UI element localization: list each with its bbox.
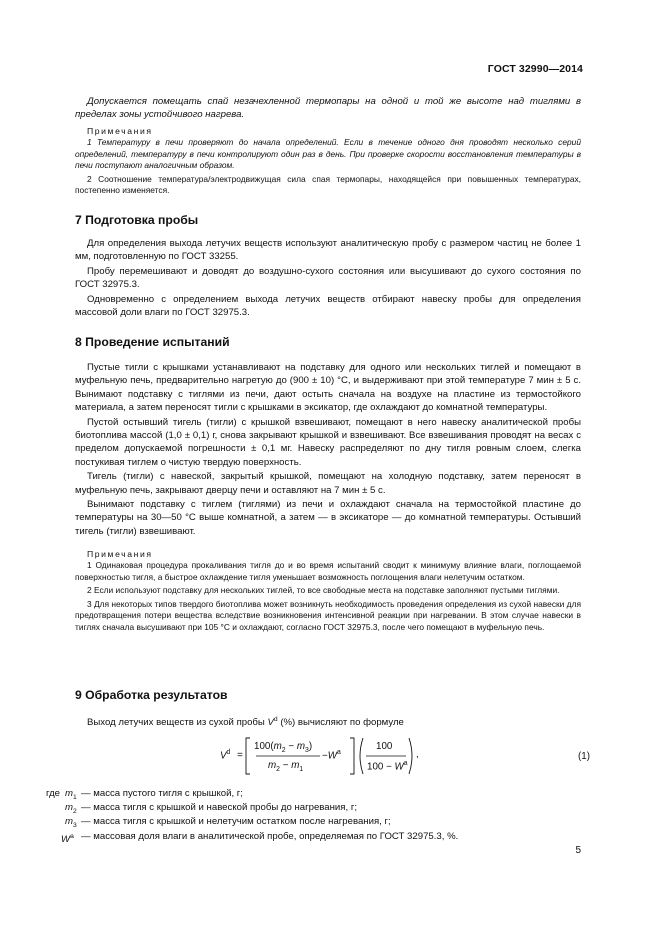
formula-denominator-2: $100 - W^a$ <box>367 760 408 773</box>
formula-tail: , <box>416 749 419 760</box>
formula-moisture-term: $-W^a$ <box>322 749 341 762</box>
formula-intro: Выход летучих веществ из сухой пробы $V^d$ (%) вычисляют по формуле <box>87 716 404 729</box>
definition-m1: где $m_1$ — масса пустого тигля с крышкой, г; <box>46 788 243 801</box>
intro-block <box>75 95 581 122</box>
formula-hundred: 100 <box>376 741 393 752</box>
formula-1 <box>210 733 590 779</box>
section-7-body <box>75 237 581 319</box>
formula-lhs: $V^d$ = <box>220 749 243 762</box>
section-8-notes <box>75 548 581 634</box>
section-7-p1: Для определения выхода летучих веществ используют аналитическую пробу с размером частиц не более 1 мм, подготовленную по ГОСТ 33255. <box>75 238 581 263</box>
intro-note-1: 1 Температуру в печи проверяют до начала определений. Если в течение одного дня проводят несколько серий определений, температуру в печи контролируют один раз в день. При проверке скорости восстановления температуры в печи поступают аналогичным образом. <box>75 137 581 171</box>
intro-paragraph: Допускается помещать спай незачехленной термопары на одной и той же высоте над тиглями в пределах зоны устойчивого нагрева. <box>75 96 581 121</box>
intro-note-2: 2 Соотношение температура/электродвижущая сила спая термопары, находящейся при повышенных температурах, постепенно изменяется. <box>75 173 581 196</box>
page-number: 5 <box>575 845 581 856</box>
section-7-p3: Одновременно с определением выхода летучих веществ отбирают навеску пробы для определения массовой доли влаги по ГОСТ 32975.3. <box>75 293 581 319</box>
section-7-p2: Пробу перемешивают и доводят до воздушно-сухого состояния или высушивают до сухого состояния по ГОСТ 32975.3. <box>75 265 581 291</box>
section-8-p3: Тигель (тигли) с навеской, закрытый крышкой, помещают на холодную подставку, затем переносят в муфельную печь, закрывают дверцу печи и оставляют на 7 мин ± 5 с. <box>75 471 581 496</box>
section-8-note-1: 1 Одинаковая процедура прокаливания тигля до и во время испытаний сводит к минимуму влияние влаги, поглощаемой поверхностью тигля, а быстрое охлаждение тигля уменьшает возможность поглощения влаги нелетучим остатком. <box>75 560 581 582</box>
section-8-p1: Пустые тигли с крышками устанавливают на подставку для одного или нескольких тиглей и помещают в муфельную печь, предварительно нагретую до (900 ± 10) °С, и выдерживают при этой температуре 7 мин ± 5 с. Вынимают подставку с тиглями из печи, дают остыть сначала на воздухе на пластине из термостойкого материала, а затем переносят тигли с крышками в эксикатор, где охлаждают до комнатной температуры. <box>75 362 581 414</box>
section-8-note-2: 2 Если используют подставку для нескольких тиглей, то все свободные места на подставке заполняют пустыми тиглями. <box>87 585 560 596</box>
notes-heading: Примечания <box>87 126 153 136</box>
intro-notes <box>75 125 581 197</box>
definitions-list <box>46 787 566 844</box>
definition-wa: $W^a$ — массовая доля влаги в аналитической пробе, определяемая по ГОСТ 32975.3, %. <box>61 830 459 845</box>
formula-denominator: $m_2 - m_1$ <box>268 760 304 773</box>
section-8-p4: Вынимают подставку с тиглем (тиглями) из печи и охлаждают сначала на термостойкой пластине до температуры на 30—50 °С выше комнатной, а затем — в эксикаторе — до комнатной температуры. Остывший тигель (тигли) взвешивают. <box>75 499 581 537</box>
section-8-heading: 8 Проведение испытаний <box>75 335 230 349</box>
formula-number: (1) <box>578 751 590 762</box>
section-7-heading: 7 Подготовка пробы <box>75 213 199 227</box>
notes-heading: Примечания <box>87 549 153 559</box>
definition-m3: $m_3$ — масса тигля с крышкой и нелетучим остатком после нагревания, г; <box>65 816 391 830</box>
section-9-intro <box>75 713 581 730</box>
document-header: ГОСТ 32990—2014 <box>487 63 583 75</box>
section-8-body <box>75 361 581 538</box>
formula-numerator: $100(m_2 - m_3)$ <box>254 741 313 754</box>
section-8-p2: Пустой остывший тигель (тигли) с крышкой взвешивают, помещают в него навеску аналитической пробы биотоплива массой (1,0 ± 0,1) г, снова закрывают крышкой и взвешивают. Все взвешивания проводят на весах с пределом допускаемой погрешности ± 0,1 мг. Навеску распределяют по дну тигля ровным слоем, слегка постукивая тиглем о чистую твердую поверхность. <box>75 416 581 468</box>
section-9-heading: 9 Обработка результатов <box>75 688 228 702</box>
definition-m2: $m_2$ — масса тигля с крышкой и навеской пробы до нагревания, г; <box>65 802 357 816</box>
section-8-note-3: 3 Для некоторых типов твердого биотоплива может возникнуть необходимость проведения определения из сухой навески для предотвращения потери вещества вследствие возникновения интенсивной реакции при нагревании. В этом случае навески в тиглях сначала высушивают при 105 °С и охлаждают, согласно ГОСТ 32975.3, после чего помещают в муфельную печь. <box>75 598 581 632</box>
